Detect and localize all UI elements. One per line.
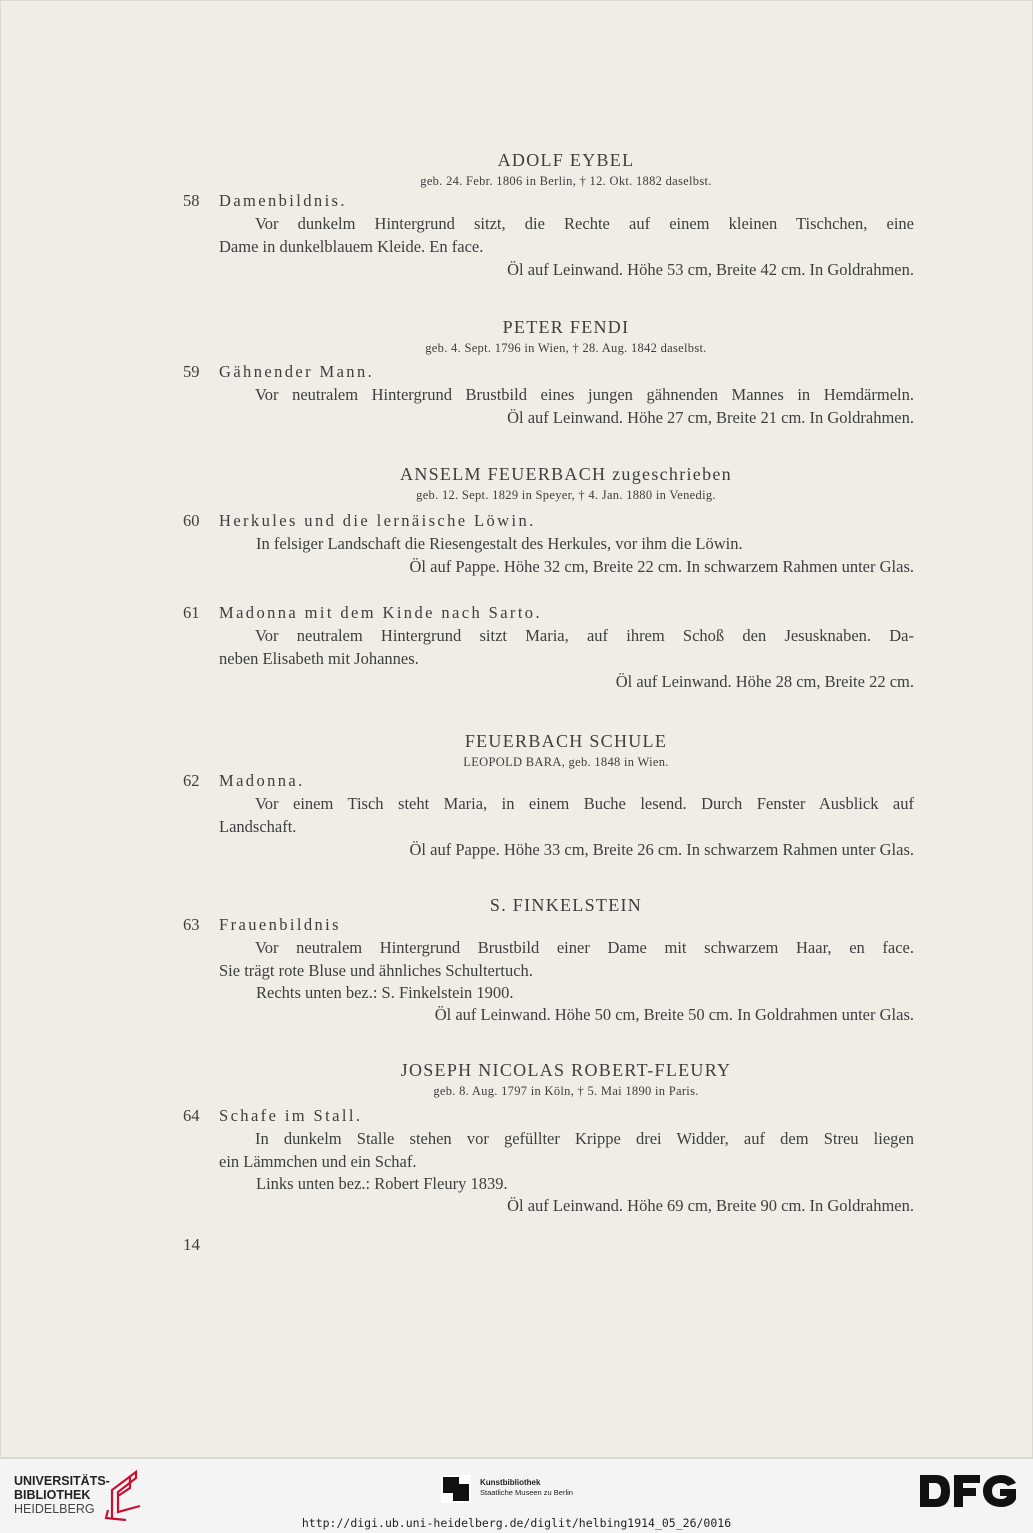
- artist-heading: JOSEPH NICOLAS ROBERT-FLEURY: [400, 1060, 732, 1080]
- heidelberg-library-logo-text[interactable]: [14, 1474, 110, 1516]
- lot-description: Landschaft.: [219, 817, 297, 836]
- lot-number: 62: [183, 771, 200, 790]
- lot-number: 63: [183, 915, 200, 934]
- artist-heading: S. FINKELSTEIN: [489, 895, 643, 915]
- lot-technique: Öl auf Leinwand. Höhe 69 cm, Breite 90 cm. In Goldrahmen.: [507, 1196, 914, 1215]
- lot-description: Vor neutralem Hintergrund sitzt Maria, auf ihrem Schoß den Jesusknaben. Da-: [255, 626, 914, 645]
- page-number: 14: [183, 1235, 200, 1254]
- lot-description: Vor neutralem Hintergrund Brustbild einer Dame mit schwarzem Haar, en face.: [255, 938, 914, 957]
- lot-description: Vor einem Tisch steht Maria, in einem Buche lesend. Durch Fenster Ausblick auf: [255, 794, 914, 813]
- source-url-link[interactable]: http://digi.ub.uni-heidelberg.de/diglit/helbing1914_05_26/0016: [301, 1516, 732, 1530]
- lot-description: Dame in dunkelblauem Kleide. En face.: [219, 237, 484, 256]
- lot-title: Gähnender Mann.: [219, 362, 375, 381]
- artist-heading: PETER FENDI: [502, 317, 630, 337]
- lot-number: 58: [183, 191, 200, 210]
- dfg-logo-icon[interactable]: [918, 1469, 1018, 1513]
- lot-technique: Öl auf Leinwand. Höhe 53 cm, Breite 42 cm. In Goldrahmen.: [507, 260, 914, 279]
- kb-name: Kunstbibliothek: [480, 1478, 541, 1487]
- heidelberg-library-logo-icon[interactable]: [102, 1466, 146, 1522]
- artist-heading: FEUERBACH SCHULE: [464, 731, 668, 751]
- lot-description: In dunkelm Stalle stehen vor gefüllter Krippe drei Widder, auf dem Streu liegen: [255, 1129, 914, 1148]
- lot-number: 61: [183, 603, 200, 622]
- lot-number: 64: [183, 1106, 200, 1125]
- lot-title: Madonna mit dem Kinde nach Sarto.: [219, 603, 542, 622]
- lot-title: Frauenbildnis: [219, 915, 341, 934]
- lot-technique: Öl auf Leinwand. Höhe 28 cm, Breite 22 cm.: [615, 672, 914, 691]
- lot-description: ein Lämmchen und ein Schaf.: [219, 1152, 417, 1171]
- lot-number: 59: [183, 362, 200, 381]
- lot-title: Schafe im Stall.: [219, 1106, 363, 1125]
- kunstbibliothek-logo-icon[interactable]: [441, 1475, 471, 1503]
- artist-life-dates: geb. 8. Aug. 1797 in Köln, † 5. Mai 1890 in Paris.: [433, 1084, 699, 1098]
- artist-life-dates: geb. 4. Sept. 1796 in Wien, † 28. Aug. 1842 daselbst.: [425, 341, 707, 355]
- artist-life-dates: LEOPOLD BARA, geb. 1848 in Wien.: [463, 755, 669, 769]
- lot-description: Sie trägt rote Bluse und ähnliches Schultertuch.: [219, 961, 533, 980]
- lot-technique: Öl auf Pappe. Höhe 32 cm, Breite 22 cm. In schwarzem Rahmen unter Glas.: [409, 557, 914, 576]
- lot-description: Vor dunkelm Hintergrund sitzt, die Rechte auf einem kleinen Tischchen, eine: [255, 214, 914, 233]
- lot-signature-note: Links unten bez.: Robert Fleury 1839.: [256, 1174, 508, 1193]
- lot-technique: Öl auf Leinwand. Höhe 50 cm, Breite 50 cm. In Goldrahmen unter Glas.: [434, 1005, 914, 1024]
- library-name-line: UNIVERSITÄTS-: [14, 1474, 110, 1488]
- kb-subtitle: Staatliche Museen zu Berlin: [480, 1488, 573, 1497]
- library-name-line: BIBLIOTHEK: [14, 1488, 91, 1502]
- lot-description: neben Elisabeth mit Johannes.: [219, 649, 419, 668]
- lot-title: Herkules und die lernäische Löwin.: [219, 511, 536, 530]
- artist-life-dates: geb. 24. Febr. 1806 in Berlin, † 12. Okt. 1882 daselbst.: [420, 174, 712, 188]
- artist-heading: ADOLF EYBEL: [497, 150, 635, 170]
- lot-signature-note: Rechts unten bez.: S. Finkelstein 1900.: [256, 983, 514, 1002]
- lot-description: Vor neutralem Hintergrund Brustbild eines jungen gähnenden Mannes in Hemdärmeln.: [255, 385, 914, 404]
- lot-description: In felsiger Landschaft die Riesengestalt des Herkules, vor ihm die Löwin.: [256, 534, 743, 553]
- kunstbibliothek-logo-text[interactable]: [480, 1478, 573, 1498]
- lot-number: 60: [183, 511, 200, 530]
- library-name-line: HEIDELBERG: [14, 1502, 95, 1516]
- artist-heading: ANSELM FEUERBACH zugeschrieben: [400, 464, 732, 484]
- artist-life-dates: geb. 12. Sept. 1829 in Speyer, † 4. Jan. 1880 in Venedig.: [416, 488, 716, 502]
- lot-title: Madonna.: [219, 771, 305, 790]
- lot-technique: Öl auf Leinwand. Höhe 27 cm, Breite 21 cm. In Goldrahmen.: [507, 408, 914, 427]
- lot-technique: Öl auf Pappe. Höhe 33 cm, Breite 26 cm. In schwarzem Rahmen unter Glas.: [409, 840, 914, 859]
- lot-title: Damenbildnis.: [219, 191, 347, 210]
